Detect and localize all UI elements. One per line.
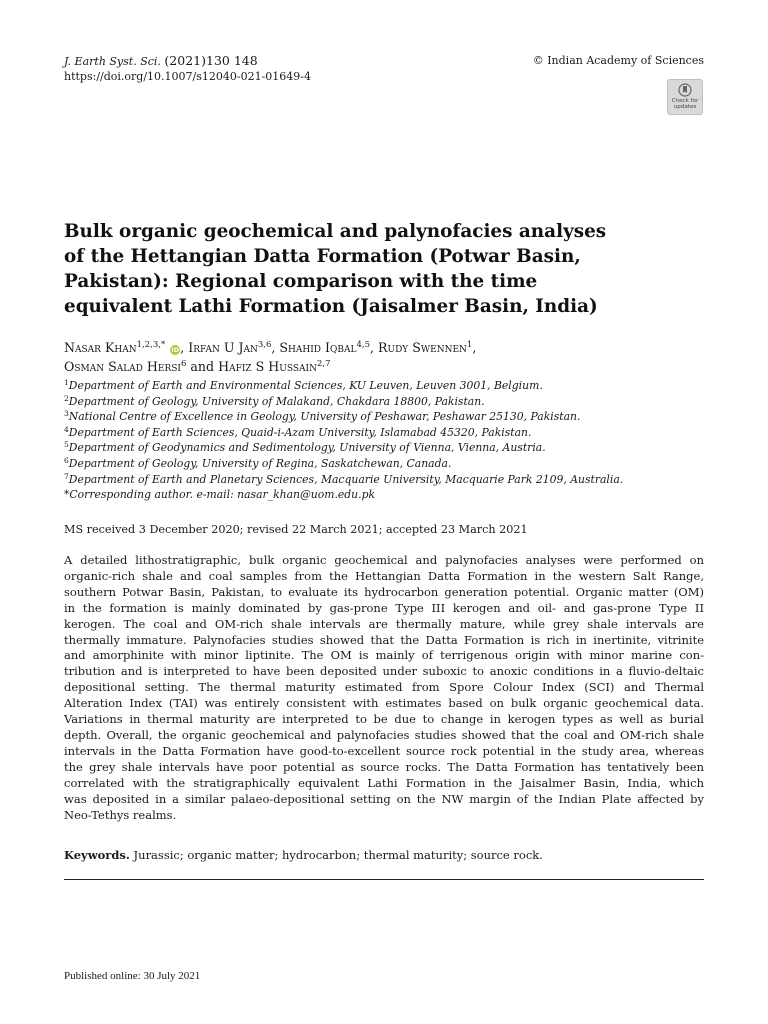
affiliation-text: Department of Geology, University of Regina, Saskatchewan, Canada.: [68, 456, 452, 470]
badge-line-1: Check for: [671, 98, 699, 104]
affiliation-number: 2: [64, 393, 69, 403]
abstract: [64, 553, 704, 823]
affiliation-item: [64, 472, 623, 488]
author-affil-sup: 1: [466, 340, 473, 350]
keywords-text: Jurassic; organic matter; hydrocarbon; thermal maturity; source rock.: [133, 848, 543, 862]
title-line: equivalent Lathi Formation (Jaisalmer Basin, India): [64, 296, 598, 317]
abstract-line: A detailed lithostratigraphic, bulk organic geochemical and palynofacies analyses were performed on: [64, 553, 704, 567]
affiliation-number: 5: [64, 440, 69, 450]
abstract-line: was deposited in a similar palaeo-depositional setting on the NW margin of the Indian Plate affected by: [64, 791, 704, 806]
abstract-line: Neo-Tethys realms.: [64, 807, 177, 822]
manuscript-dates: MS received 3 December 2020; revised 22 March 2021; accepted 23 March 2021: [64, 523, 528, 536]
author-name: Nasar Khan: [64, 340, 137, 355]
abstract-line: correlated with the stratigraphically equivalent Lathi Formation in the Jaisalmer Basin, India, which: [64, 775, 704, 790]
affiliation-text: Department of Earth and Planetary Sciences, Macquarie University, Macquarie Park 2109, Australia.: [68, 472, 624, 486]
affiliation-item: [64, 378, 623, 394]
journal-name: J. Earth Syst. Sci.: [64, 55, 161, 68]
keywords: [64, 848, 543, 862]
abstract-line: intervals in the Datta Formation have good-to-excellent source rock potential in the study area, whereas: [64, 743, 704, 758]
abstract-line: southern Potwar Basin, Pakistan, to evaluate its hydrocarbon generation potential. Organic matter (OM): [64, 584, 704, 599]
affiliation-number: 6: [64, 455, 69, 465]
abstract-line: depth. Overall, the organic geochemical and palynofacies studies showed that the coal and OM-rich shale: [64, 727, 704, 742]
affiliation-text: Department of Geodynamics and Sedimentology, University of Vienna, Vienna, Austria.: [68, 441, 546, 455]
abstract-line: organic-rich shale and coal samples from the Hettangian Datta Formation in the western Salt Range,: [64, 568, 704, 583]
affiliation-item: [64, 425, 623, 441]
author-list: [64, 338, 476, 376]
affiliation-number: 1: [64, 378, 69, 387]
affiliation-text: Department of Earth Sciences, Quaid-i-Azam University, Islamabad 45320, Pakistan.: [68, 425, 532, 439]
keywords-label: Keywords.: [64, 848, 130, 862]
affiliation-text: Department of Geology, University of Malakand, Chakdara 18800, Pakistan.: [68, 394, 485, 408]
author-affil-sup: 2,7: [316, 359, 331, 369]
published-online-date: Published online: 30 July 2021: [64, 970, 201, 982]
abstract-line: tribution and is interpreted to have been deposited under suboxic to anoxic conditions in a fluvio-deltaic: [64, 664, 704, 679]
affiliation-number: 4: [64, 424, 69, 434]
affiliation-number: 3: [64, 409, 69, 419]
author-affil-sup: 4,5: [356, 340, 370, 350]
author-name: Shahid Iqbal: [279, 340, 357, 355]
section-divider: [64, 879, 704, 880]
title-line: Pakistan): Regional comparison with the time: [64, 271, 538, 292]
doi-link[interactable]: https://doi.org/10.1007/s12040-021-01649-4: [64, 70, 312, 83]
author-name: Hafiz S Hussain: [218, 359, 317, 374]
author-affil-sup: 3,6: [257, 340, 272, 350]
abstract-line: depositional setting. The thermal maturity estimated from Spore Colour Index (SCI) and Thermal: [64, 680, 704, 695]
abstract-line: kerogen. The coal and OM-rich shale intervals are thermally mature, while grey shale intervals are: [64, 616, 704, 631]
author-line-2: [64, 357, 476, 376]
affiliation-item: [64, 440, 623, 456]
abstract-line: thermally immature. Palynofacies studies showed that the Datta Formation is rich in inertinite, vitrinite: [64, 632, 704, 647]
volume-article: (2021)130 148: [164, 53, 258, 68]
journal-citation: [64, 53, 311, 69]
publisher-copyright: © Indian Academy of Sciences: [532, 54, 704, 67]
author-name: Osman Salad Hersi: [64, 359, 181, 374]
affiliation-item: [64, 394, 623, 410]
corresponding-author: *Corresponding author. e-mail: nasar_khan@uom.edu.pk: [64, 488, 376, 502]
author-line-1: Nasar Khan$^{1,2,3,*}$ iD, Irfan U Jan$^{3,6}$, Shahid Iqbal$^{4,5}$, Rudy Swennen$^1$,: [64, 340, 477, 355]
affiliation-item: [64, 456, 623, 472]
abstract-line: and amorphinite with minor liptinite. The OM is mainly of terrigenous origin with minor marine con-: [64, 648, 704, 663]
abstract-line: Variations in thermal maturity are interpreted to be due to change in kerogen types as well as burial: [64, 712, 704, 727]
check-for-updates-badge[interactable]: [667, 79, 703, 115]
abstract-line: the grey shale intervals have poor potential as source rocks. The Datta Formation has tentatively been: [64, 759, 704, 774]
abstract-line: Alteration Index (TAI) was entirely consistent with estimates based on bulk organic geochemical data.: [64, 696, 704, 711]
author-affil-sup: 6: [180, 359, 187, 369]
badge-line-2: updates: [673, 104, 697, 111]
affiliation-number: 7: [64, 471, 69, 481]
title-line: Bulk organic geochemical and palynofacies analyses: [64, 221, 607, 242]
author-name: Irfan U Jan: [188, 340, 258, 355]
author-conjunction: and: [190, 359, 215, 374]
article-title: [64, 219, 684, 319]
author-affil-sup: 1,2,3,*: [136, 340, 166, 350]
abstract-line: in the formation is mainly dominated by gas-prone Type III kerogen and oil- and gas-prone Type II: [64, 600, 704, 615]
affiliation-text: Department of Earth and Environmental Sciences, KU Leuven, Leuven 3001, Belgium.: [68, 379, 543, 392]
author-name: Rudy Swennen: [378, 340, 467, 355]
affiliation-list: [64, 378, 623, 503]
title-line: of the Hettangian Datta Formation (Potwar Basin,: [64, 246, 581, 267]
bookmark-icon: [678, 83, 692, 97]
affiliation-item: [64, 409, 623, 425]
citation-header: [64, 53, 311, 84]
affiliation-text: National Centre of Excellence in Geology, University of Peshawar, Peshawar 25130, Pakistan.: [68, 410, 581, 424]
orcid-icon[interactable]: iD: [171, 346, 180, 354]
